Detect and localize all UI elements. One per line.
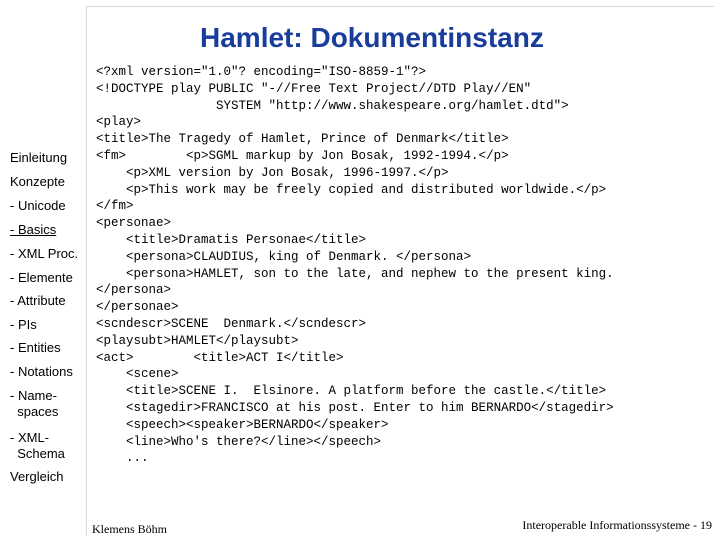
code-line: <scndescr>SCENE Denmark.</scndescr>	[96, 316, 367, 331]
sidebar-item-label: - XML Proc.	[10, 246, 79, 261]
code-line: <title>The Tragedy of Hamlet, Prince of Denmark</title>	[96, 132, 509, 147]
sidebar-item-label: Einleitung	[10, 150, 68, 165]
code-line: <line>Who's there?</line></speech>	[96, 434, 382, 449]
code-line: <persona>HAMLET, son to the late, and nephew to the present king.	[96, 266, 614, 281]
code-line: <title>SCENE I. Elsinore. A platform before the castle.</title>	[96, 384, 607, 399]
code-line: ...	[96, 451, 149, 466]
code-line: <?xml version="1.0"? encoding="ISO-8859-1"?>	[96, 65, 427, 79]
code-line: <personae>	[96, 216, 172, 231]
sidebar-item-entities[interactable]	[10, 340, 61, 356]
code-line: <title>Dramatis Personae</title>	[96, 232, 367, 247]
sidebar-item-label: - Name- spaces	[10, 388, 59, 419]
code-line: </personae>	[96, 300, 179, 315]
sidebar-item-label: - Attribute	[10, 293, 66, 308]
footer-author: Klemens Böhm	[92, 522, 167, 536]
sidebar-item-label: - XML- Schema	[10, 430, 65, 461]
sidebar-item-xml-proc[interactable]	[10, 246, 78, 262]
code-line: <speech><speaker>BERNARDO</speaker>	[96, 417, 389, 432]
code-line: <fm> <p>SGML markup by Jon Bosak, 1992-1994.</p>	[96, 148, 509, 163]
sidebar-item-label: - Entities	[10, 340, 61, 355]
code-line: </fm>	[96, 199, 134, 214]
xml-code-listing	[96, 64, 614, 467]
sidebar-item-notations[interactable]	[10, 364, 73, 380]
code-line: <act> <title>ACT I</title>	[96, 350, 344, 365]
code-line: <persona>CLAUDIUS, king of Denmark. </persona>	[96, 249, 472, 264]
sidebar-item-label: Konzepte	[10, 174, 65, 189]
code-line: <p>This work may be freely copied and distributed worldwide.</p>	[96, 182, 607, 197]
sidebar-item-label: - Elemente	[10, 270, 73, 285]
sidebar-item-label: - Notations	[10, 364, 73, 379]
code-line: <playsubt>HAMLET</playsubt>	[96, 333, 299, 348]
sidebar-item-label: Vergleich	[10, 469, 64, 484]
slide-title: Hamlet: Dokumentinstanz	[200, 22, 544, 53]
sidebar-item-namespaces[interactable]	[10, 388, 58, 420]
code-line: <play>	[96, 115, 142, 130]
code-line: <stagedir>FRANCISCO at his post. Enter to him BERNARDO</stagedir>	[96, 400, 614, 415]
code-line: SYSTEM "http://www.shakespeare.org/hamlet.dtd">	[96, 98, 569, 113]
code-line: <scene>	[96, 367, 179, 382]
code-line: <!DOCTYPE play PUBLIC "-//Free Text Project//DTD Play//EN"	[96, 81, 532, 96]
sidebar-item-elemente[interactable]	[10, 270, 73, 286]
sidebar-item-basics[interactable]	[10, 222, 56, 238]
sidebar-item-einleitung[interactable]	[10, 150, 67, 166]
sidebar-item-label: - Unicode	[10, 198, 66, 213]
sidebar-item-attribute[interactable]	[10, 293, 66, 309]
sidebar-item-vergleich[interactable]	[10, 469, 63, 485]
footer-course-page: Interoperable Informationssysteme - 19	[522, 518, 712, 532]
sidebar-item-konzepte[interactable]	[10, 174, 65, 190]
sidebar-item-label: - Basics	[10, 222, 57, 237]
code-line: <p>XML version by Jon Bosak, 1996-1997.</p>	[96, 165, 449, 180]
sidebar-item-pis[interactable]	[10, 317, 37, 333]
sidebar-item-unicode[interactable]	[10, 198, 66, 214]
code-line: </persona>	[96, 283, 172, 298]
sidebar-item-label: - PIs	[10, 317, 37, 332]
sidebar-item-xml-schema[interactable]	[10, 430, 65, 462]
